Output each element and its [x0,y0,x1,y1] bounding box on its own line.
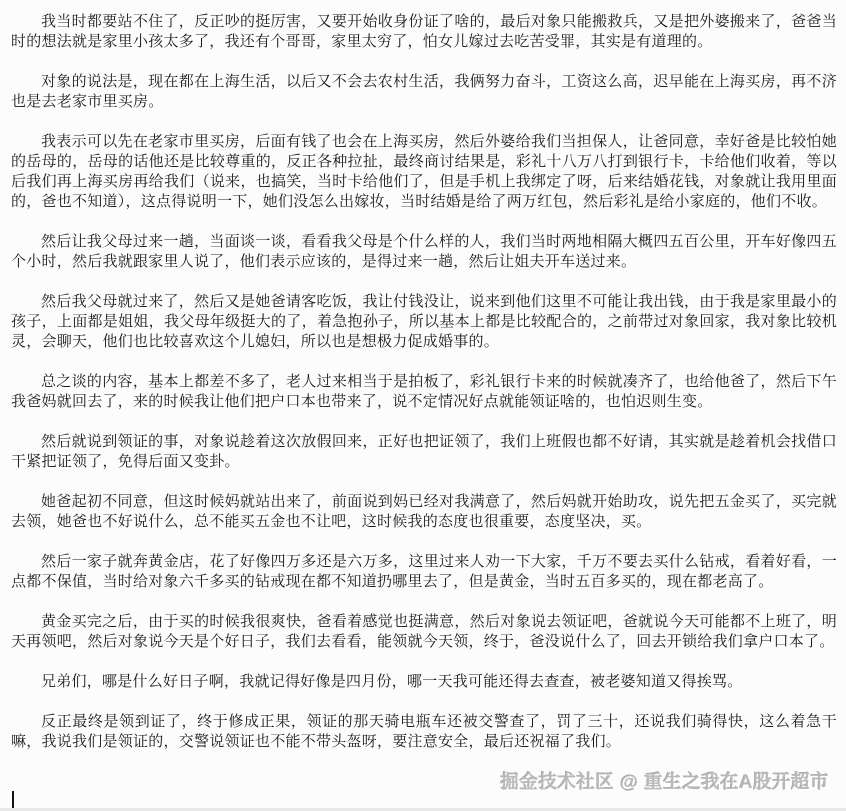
paragraph: 反正最终是领到证了，终于修成正果，领证的那天骑电瓶车还被交警查了，罚了三十，还说我们骑得快，这么着急干嘛，我说我们是领证的，交警说领证也不能不带头盔呀，要注意安全，最后还祝福了我们。 [11,713,837,750]
paragraph: 然后就说到领证的事，对象说趁着这次放假回来，正好也把证领了，我们上班假也都不好请，其实就是趁着机会找借口干紧把证领了，免得后面又变卦。 [11,433,837,470]
paragraph: 然后一家子就奔黄金店，花了好像四万多还是六万多，这里过来人劝一下大家，千万不要去买什么钻戒，看着好看，一点都不保值，当时给对象六千多买的钻戒现在都不知道扔哪里去了，但是黄金，当时五百多买的，现在都老高了。 [11,553,837,590]
paragraph: 兄弟们，哪是什么好日子啊，我就记得好像是四月份，哪一天我可能还得去查查，被老婆知道又得挨骂。 [41,673,743,690]
paragraph: 我表示可以先在老家市里买房，后面有钱了也会在上海买房，然后外婆给我们当担保人，让爸同意，幸好爸是比较怕她的岳母的，岳母的话他还是比较尊重的，反正各种拉扯，最终商讨结果是，彩礼十八万八打到银行卡，卡给他们收着，等以后我们再上海买房再给我们（说来，也搞笑，当时卡给他们了，但是手机上我绑定了呀，后来结婚花钱，对象就让我用里面的，爸也不知道），这点得说明一下，她们没怎么出嫁妆，当时结婚是给了两万红包，然后彩礼是给小家庭的，他们不收。 [11,133,837,210]
paragraph: 总之谈的内容，基本上都差不多了，老人过来相当于是拍板了，彩礼银行卡来的时候就凑齐了，也给他爸了，然后下午我爸妈就回去了，来的时候我让他们把户口本也带来了，说不定情况好点就能领证啥的，也怕迟则生变。 [11,373,837,410]
paragraph: 然后让我父母过来一趟，当面谈一谈，看看我父母是个什么样的人，我们当时两地相隔大概四五百公里，开车好像四五个小时，然后我就跟家里人说了，他们表示应该的，是得过来一趟，然后让姐夫开车送过来。 [11,233,837,270]
paragraph: 对象的说法是，现在都在上海生活，以后又不会去农村生活，我俩努力奋斗，工资这么高，迟早能在上海买房，再不济也是去老家市里买房。 [11,73,837,110]
paragraph: 她爸起初不同意，但这时候妈就站出来了，前面说到妈已经对我满意了，然后妈就开始助攻，说先把五金买了，买完就去领，她爸也不好说什么，总不能买五金也不让吧，这时候我的态度也很重要，态度坚决，买。 [11,493,837,530]
paragraph: 我当时都要站不住了，反正吵的挺厉害，又要开始收身份证了啥的，最后对象只能搬救兵，又是把外婆搬来了，爸爸当时的想法就是家里小孩太多了，我还有个哥哥，家里太穷了，怕女儿嫁过去吃苦受罪，其实是有道理的。 [11,13,837,50]
paragraph: 然后我父母就过来了，然后又是她爸请客吃饭，我让付钱没让，说来到他们这里不可能让我出钱，由于我是家里最小的孩子，上面都是姐姐，我父母年级挺大的了，着急抱孙子，所以基本上都是比较配合的，之前带过对象回家，我对象比较机灵，会聊天，他们也比较喜欢这个儿媳妇，所以也是想极力促成婚事的。 [11,293,837,350]
text-caret [12,791,14,808]
watermark: 掘金技术社区 @ 重生之我在A股开超市 [500,771,829,792]
paragraph: 黄金买完之后，由于买的时候我很爽快，爸看着感觉也挺满意，然后对象说去领证吧，爸就说今天可能都不上班了，明天再领吧，然后对象说今天是个好日子，我们去看看，能领就今天领，终于，爸没说什么了，回去开锁给我们拿户口本了。 [11,613,837,650]
